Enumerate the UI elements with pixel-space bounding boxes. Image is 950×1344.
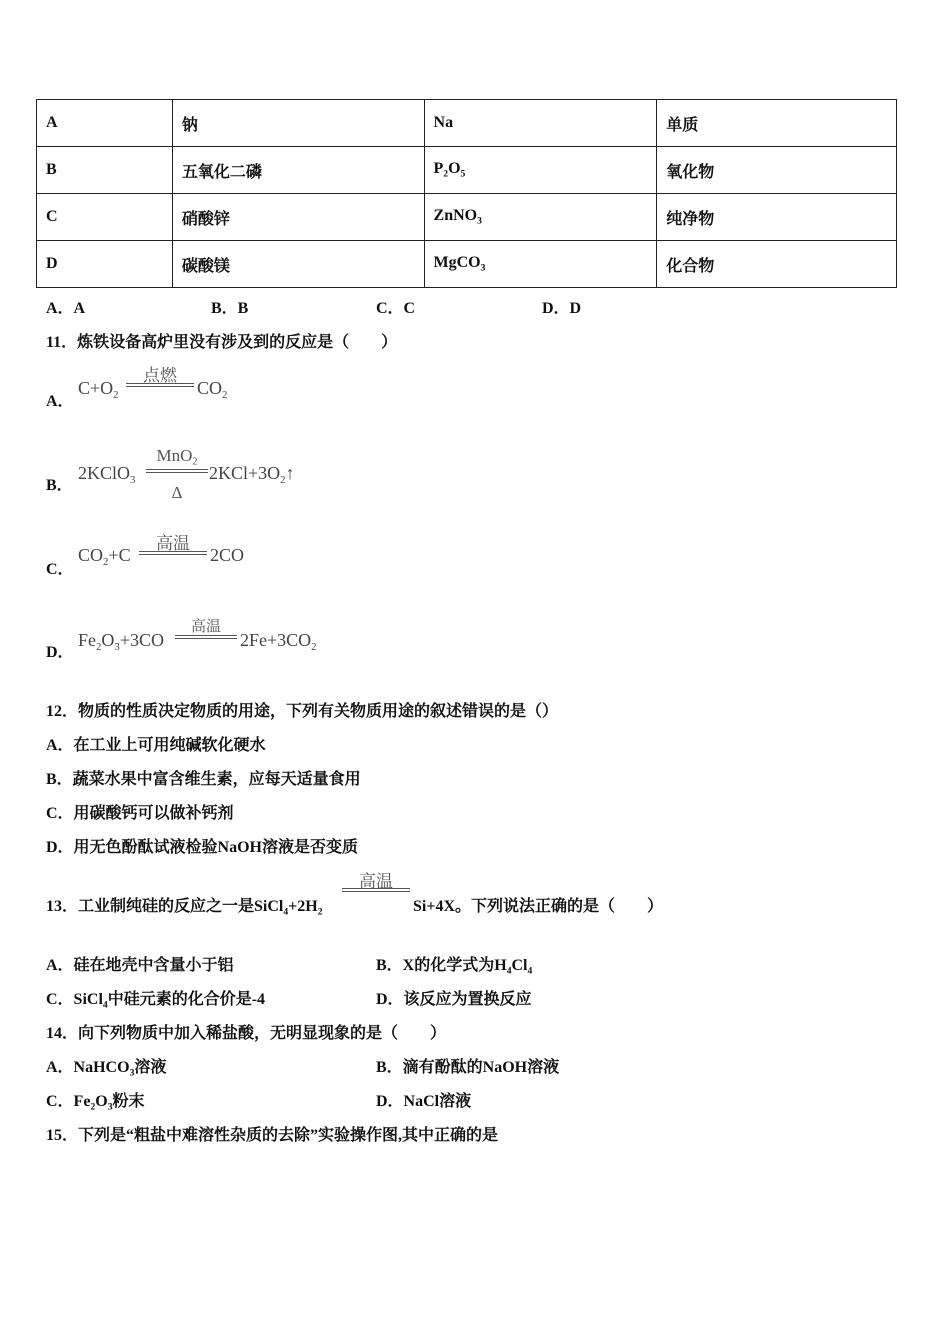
row-letter: C [37,194,173,241]
equals-sign [139,551,207,555]
substance-category: 氧化物 [657,147,897,194]
q12-option-b[interactable]: B．蔬菜水果中富含维生素，应每天适量食用 [46,771,361,788]
q12-option-d[interactable]: D．用无色酚酞试液检验NaOH溶液是否变质 [46,839,359,856]
q13-option-a[interactable]: A．硅在地壳中含量小于铝 [46,957,234,974]
q11-option-d-label[interactable]: D． [46,644,74,661]
q14-option-b[interactable]: B．滴有酚酞的NaOH溶液 [376,1059,560,1076]
q11-option-b-right: $2KCl+3O_2↑$ [209,463,295,486]
table-row [37,194,897,241]
q11-option-c-condition: 高温 [156,534,190,553]
q11-option-c-left: $CO_2+C$ [78,545,131,568]
q14-stem: 14．向下列物质中加入稀盐酸，无明显现象的是（ ） [46,1025,447,1042]
substance-category: 纯净物 [657,194,897,241]
row-letter: A [37,100,173,147]
q12-stem: 12．物质的性质决定物质的用途，下列有关物质用途的叙述错误的是（） [46,703,559,720]
substance-formula: MgCO$_3$ [424,241,657,288]
q11-option-b-catalyst: MnO$_2$ [156,446,198,468]
q11-option-d-condition: 高温 [190,619,221,635]
q11-option-a-left: $C+O_2$ [78,378,119,401]
substance-name: 五氧化二磷 [172,147,424,194]
substance-category: 单质 [657,100,897,147]
q10-option-a[interactable]: A．A [46,300,86,317]
table-row [37,147,897,194]
q14-option-c[interactable]: C．$Fe_2O_3$粉末 [46,1093,145,1113]
equals-sign [146,469,208,473]
q11-option-a-label[interactable]: A． [46,393,74,410]
substance-name: 碳酸镁 [172,241,424,288]
q11-option-c-label[interactable]: C． [46,561,74,578]
substance-formula: Na [424,100,657,147]
q12-option-c[interactable]: C．用碳酸钙可以做补钙剂 [46,805,234,822]
row-letter: D [37,241,173,288]
q14-option-a[interactable]: A．NaHCO$_3$溶液 [46,1059,167,1079]
q11-option-d-left: $Fe_2O_3+3CO$ [78,630,164,653]
q13-stem-right: Si+4X。下列说法正确的是（ ） [413,898,664,915]
equals-sign [175,635,237,639]
equals-sign [342,888,410,892]
substance-formula: $P_2O_5$ [424,147,657,194]
substance-category: 化合物 [657,241,897,288]
substance-name: 钠 [172,100,424,147]
row-letter: B [37,147,173,194]
q12-option-a[interactable]: A．在工业上可用纯碱软化硬水 [46,737,266,754]
q13-stem-left: 13．工业制纯硅的反应之一是$SiCl_4+2H_2$ [46,898,323,918]
q15-stem: 15．下列是“粗盐中难溶性杂质的去除”实验操作图,其中正确的是 [46,1127,499,1144]
q11-option-a-condition: 点燃 [143,366,177,385]
q13-option-b[interactable]: B．X的化学式为$H_4Cl_4$ [376,957,533,977]
q11-option-d-right: $2Fe+3CO_2$ [240,630,317,653]
classification-table [36,99,897,288]
table-row [37,241,897,288]
q13-option-c[interactable]: C．SiCl$_4$中硅元素的化合价是-4 [46,991,266,1011]
q14-option-d[interactable]: D．NaCl溶液 [376,1093,472,1110]
q11-option-a-right: $CO_2$ [197,378,228,401]
substance-name: 硝酸锌 [172,194,424,241]
q13-condition: 高温 [359,872,393,891]
q11-option-c-right: 2CO [210,545,245,565]
substance-formula: ZnNO$_3$ [424,194,657,241]
q10-option-d[interactable]: D．D [542,300,582,317]
q10-option-b[interactable]: B．B [211,300,249,317]
q11-option-b-label[interactable]: B． [46,477,73,494]
table-row [37,100,897,147]
q13-option-d[interactable]: D．该反应为置换反应 [376,991,532,1008]
q11-option-b-heat: Δ [171,483,183,502]
q11-option-b-left: 2KClO$_3$ [78,463,136,486]
q11-stem: 11．炼铁设备高炉里没有涉及到的反应是（ ） [46,334,398,351]
q10-option-c[interactable]: C．C [376,300,416,317]
equals-sign [126,383,194,387]
